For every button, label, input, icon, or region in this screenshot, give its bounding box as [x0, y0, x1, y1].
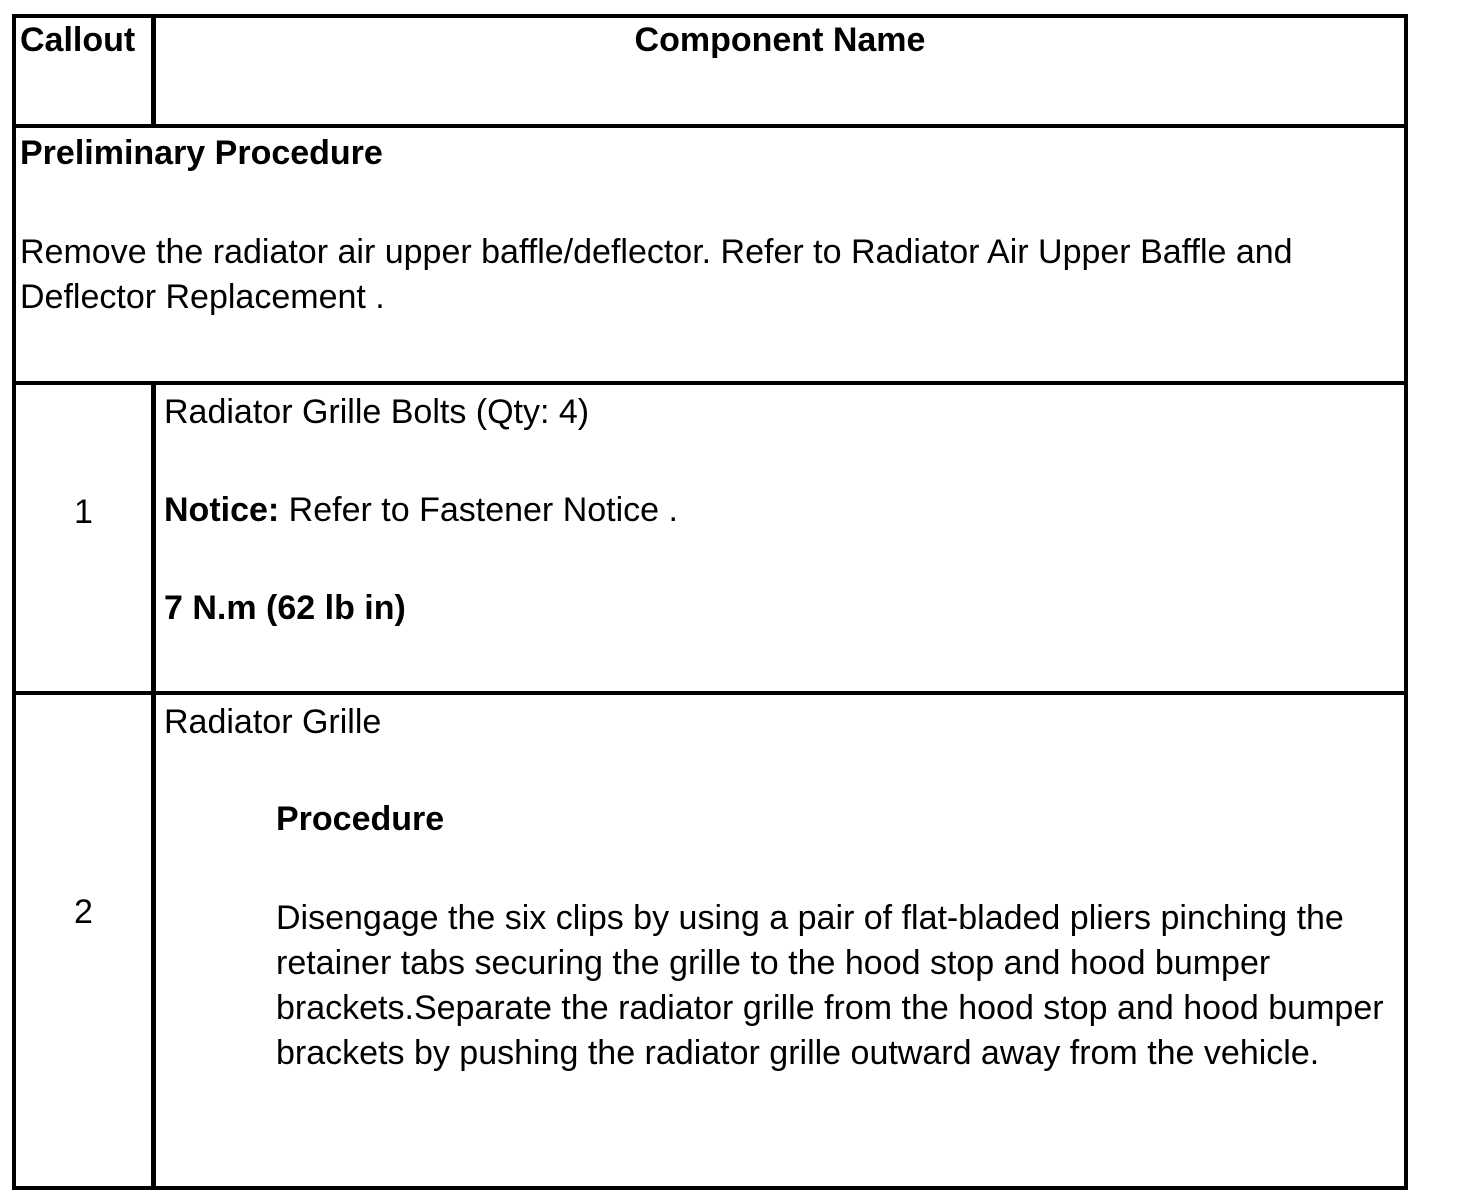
notice-text: Refer to Fastener Notice . [279, 491, 678, 529]
column-divider-rows [151, 381, 156, 1190]
notice-line [164, 488, 678, 533]
component-name-2: Radiator Grille [164, 703, 382, 741]
notice-label: Notice: [164, 491, 280, 529]
preliminary-divider [12, 381, 1408, 385]
callout-2: 2 [74, 893, 93, 931]
preliminary-text: Remove the radiator air upper baffle/deflector. Refer to Radiator Air Upper Baffle and Deflector Replacement . [20, 233, 1293, 316]
callout-header: Callout [20, 21, 136, 59]
procedure-text: Disengage the six clips by using a pair of flat-bladed pliers pinching the retainer tabs securing the grille to the hood stop and hood bumper brackets.Separate the radiator grille from the hood stop and hood bumper brackets by pushing the radiator grille outward away from the vehicle. [276, 899, 1384, 1072]
row-1-divider [12, 691, 1408, 695]
procedure-heading: Procedure [276, 800, 445, 838]
preliminary-heading: Preliminary Procedure [20, 134, 383, 172]
torque-spec: 7 N.m (62 lb in) [164, 589, 406, 627]
component-name-header: Component Name [634, 21, 926, 59]
header-divider [12, 124, 1408, 128]
callout-1: 1 [74, 493, 93, 531]
component-name-1: Radiator Grille Bolts (Qty: 4) [164, 393, 590, 431]
